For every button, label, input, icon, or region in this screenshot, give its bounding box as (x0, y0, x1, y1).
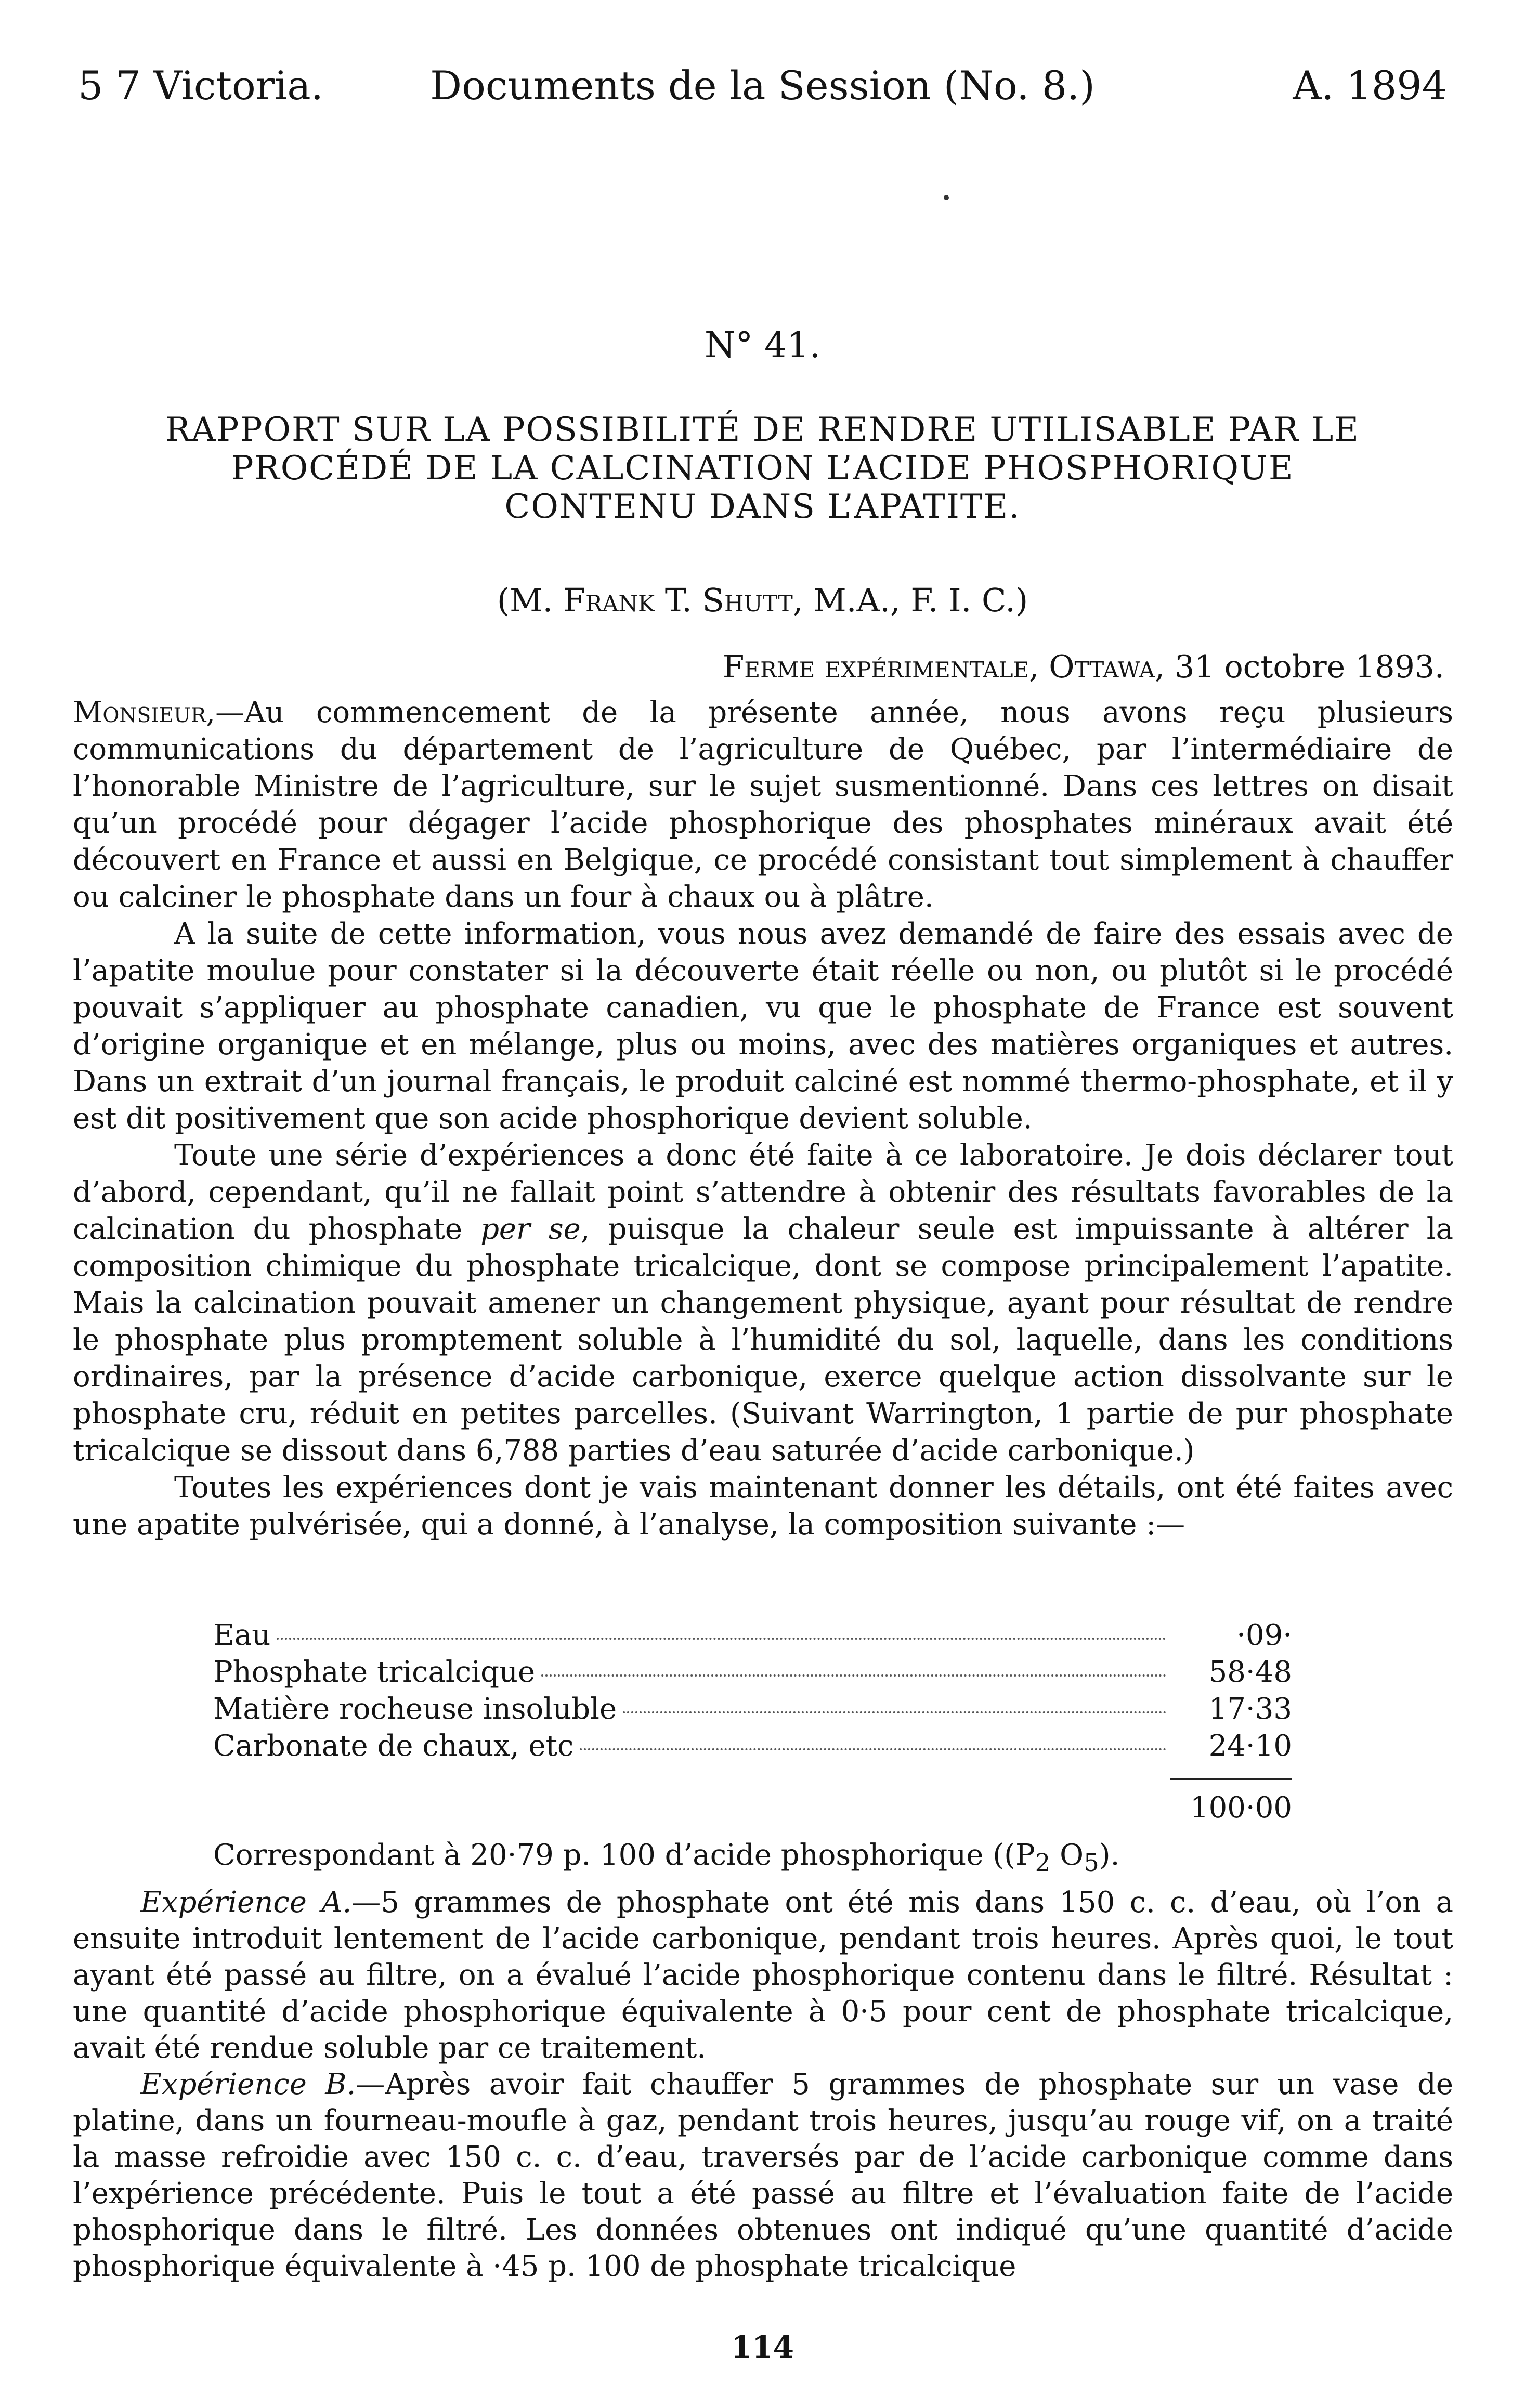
experiment-b (73, 2066, 1453, 2285)
row-value: 24·10 (1208, 1729, 1292, 1763)
paragraph-2: A la suite de cette information, vous nous avez demandé de faire des essais avec de l’apatite moulue pour constater si la découverte était réelle ou non, ou plutôt si le procédé pouvait s’appliquer au phosphate canadien, vu que le phosphate de France est souvent d’origine organique et en mélange, plus ou moins, avec des matières organiques et autres. Dans un extrait d’un journal français, le produit calciné est nommé thermo-phosphate, et il y est dit positivement que son acide phosphorique devient soluble. (73, 917, 1453, 1135)
page-number: 114 (731, 2330, 794, 2365)
print-speck (944, 195, 949, 200)
paragraph-1-text: —Au commencement de la présente année, nous avons reçu plusieurs communications du département de l’agriculture de Québec, par l’intermédiaire de l’honorable Ministre de l’agriculture, sur le sujet susmentionné. Dans ces lettres on disait qu’un procédé pour dégager l’acide phosphorique des phosphates minéraux avait été découvert en France et aussi en Belgique, ce procédé consistant tout simplement à chauffer ou calciner le phosphate dans un four à chaux ou à plâtre. (73, 696, 1453, 914)
author-line (0, 577, 1525, 624)
experiment-a-text: —5 grammes de phosphate ont été mis dans 150 c. c. d’eau, où l’on a ensuite introduit lentement de l’acide carbonique, pendant trois heures. Après quoi, le tout ayant été passé au filtre, on a évalué l’acide phosphorique contenu dans le filtré. Résultat : une quantité d’acide phosphorique équivalente à 0·5 pour cent de phosphate tricalcique, avait été rendue soluble par ce traitement. (73, 1886, 1453, 2065)
dateline-place: Ferme expérimentale, Ottawa (722, 649, 1155, 685)
dot-leader (277, 1638, 1166, 1640)
header-year: A. 1894 (1293, 62, 1447, 109)
composition-table (213, 1617, 1292, 1826)
row-value: 58·48 (1208, 1655, 1292, 1689)
experiment-a-label: Expérience A. (140, 1886, 352, 1919)
report-title (68, 411, 1457, 526)
paragraph-3-text-a: Toute une série d’expériences a donc été faite à ce laboratoire. Je dois déclarer tout d’abord, cependant, qu’il ne fallait point s’attendre à obtenir des résultats favorables de la calcination du phosphate (73, 1138, 1453, 1246)
paragraph-1 (73, 694, 1453, 915)
dateline (723, 644, 1444, 690)
paragraph-3-italic: per se (480, 1212, 581, 1246)
row-value: 17·33 (1208, 1692, 1292, 1726)
author-name: Frank T. Shutt (563, 581, 793, 619)
experiment-b-text: —Après avoir fait chauffer 5 grammes de phosphate sur un vase de platine, dans un fourneau-moufle à gaz, pendant trois heures, jusqu’au rouge vif, on a traité la masse refroidie avec 150 c. c. d’eau, traversés par de l’acide carbonique comme dans l’expérience précédente. Puis le tout a été passé au filtre et l’évaluation faite de l’acide phosphorique dans le filtré. Les données obtenues ont indiqué qu’une quantité d’acide phosphorique équivalente à ·45 p. 100 de phosphate tricalcique (73, 2067, 1453, 2283)
row-label: Phosphate tricalcique (213, 1655, 536, 1689)
author-prefix: (M. (497, 581, 553, 619)
phosphoric-acid-note (213, 1837, 1119, 1882)
report-number: N° 41. (704, 325, 821, 366)
subscript-2: 2 (1035, 1849, 1051, 1878)
table-row (213, 1617, 1292, 1654)
running-header (78, 57, 1447, 114)
total-rule (1170, 1778, 1292, 1780)
salutation: Monsieur, (73, 696, 216, 729)
dot-leader (541, 1674, 1166, 1677)
table-row (213, 1691, 1292, 1728)
table-row (213, 1654, 1292, 1691)
header-volume: 5 7 Victoria. (78, 62, 323, 109)
title-line-1: RAPPORT SUR LA POSSIBILITÉ DE RENDRE UTILISABLE PAR LE (165, 411, 1360, 449)
paragraph-3 (73, 1137, 1453, 1469)
body-text (73, 694, 1453, 1543)
title-line-2: PROCÉDÉ DE LA CALCINATION L’ACIDE PHOSPHORIQUE (231, 449, 1294, 488)
note-prefix: Correspondant à 20·79 p. 100 d’acide phosphorique ((P (213, 1838, 1035, 1872)
row-label: Carbonate de chaux, etc (213, 1729, 574, 1763)
experiment-b-label: Expérience B. (140, 2067, 356, 2101)
dot-leader (580, 1748, 1166, 1750)
dateline-date: , 31 octobre 1893. (1155, 649, 1444, 685)
dot-leader (623, 1711, 1166, 1713)
title-line-3: CONTENU DANS L’APATITE. (504, 488, 1021, 526)
note-suffix: ). (1099, 1838, 1120, 1872)
total-value: 100·00 (1190, 1791, 1292, 1825)
paragraph-3-text-b: , puisque la chaleur seule est impuissante à altérer la composition chimique du phosphate tricalcique, dont se compose principalement l’apatite. Mais la calcination pouvait amener un changement physique, ayant pour résultat de rendre le phosphate plus promptement soluble à l’humidité du sol, laquelle, dans les conditions ordinaires, par la présence d’acide carbonique, exerce quelque action dissolvante sur le phosphate cru, réduit en petites parcelles. (Suivant Warrington, 1 partie de pur phosphate tricalcique se dissout dans 6,788 parties d’eau saturée d’acide carbonique.) (73, 1212, 1454, 1468)
header-title: Documents de la Session (No. 8.) (430, 62, 1095, 109)
experiment-a (73, 1884, 1453, 2066)
subscript-5: 5 (1084, 1849, 1099, 1878)
row-value: ·09· (1236, 1618, 1292, 1652)
table-row (213, 1728, 1292, 1764)
row-label: Matière rocheuse insoluble (213, 1692, 617, 1726)
paragraph-4: Toutes les expériences dont je vais maintenant donner les détails, ont été faites avec une apatite pulvérisée, qui a donné, à l’analyse, la composition suivante :— (73, 1471, 1453, 1541)
author-credentials: , M.A., F. I. C.) (792, 581, 1028, 619)
row-label: Eau (213, 1618, 271, 1652)
experiments-text (73, 1884, 1453, 2285)
note-mid: O (1050, 1838, 1084, 1872)
